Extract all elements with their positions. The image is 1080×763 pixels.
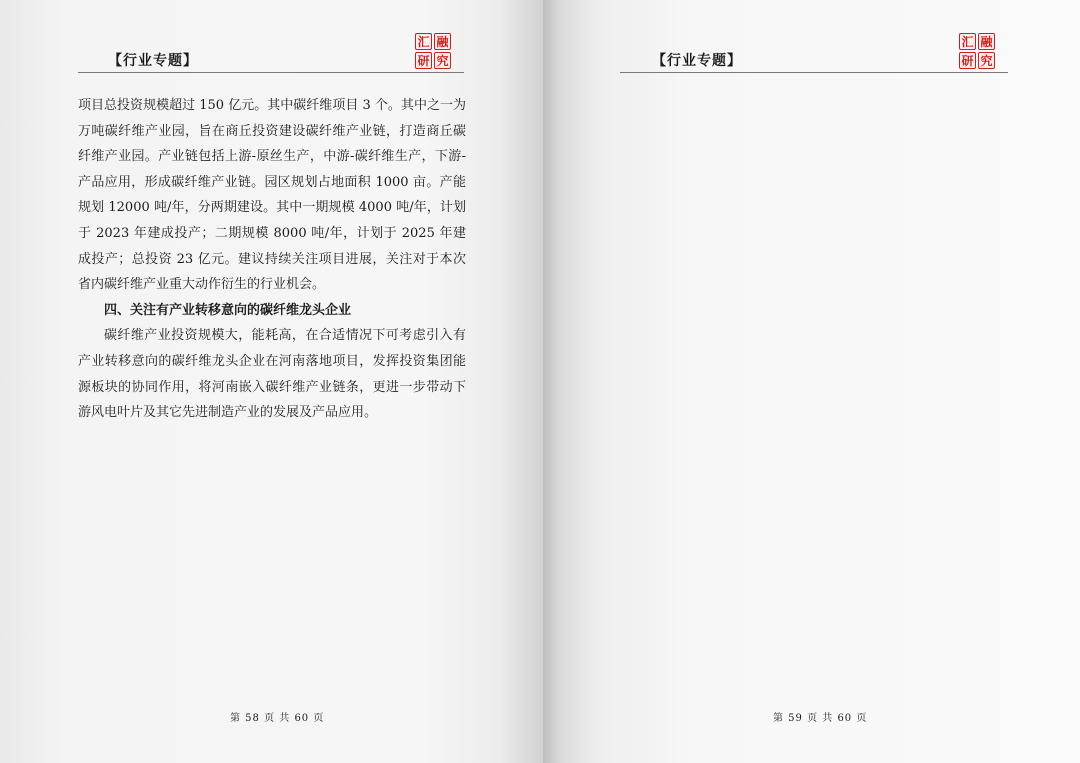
logo-char: 究 xyxy=(434,52,451,69)
right-page xyxy=(543,0,1080,763)
left-page-number: 第 58 页 共 60 页 xyxy=(230,713,325,724)
logo-char: 究 xyxy=(978,52,995,69)
logo-char: 研 xyxy=(415,52,432,69)
body-paragraph: 项目总投资规模超过 150 亿元。其中碳纤维项目 3 个。其中之一为万吨碳纤维产业园，旨在商丘投资建设碳纤维产业链，打造商丘碳纤维产业园。产业链包括上游-原丝生产，中游-碳纤维生产，下游-产品应用，形成碳纤维产业链。园区规划占地面积 1000 亩。产能规划 12000 吨/年，分两期建设。其中一期规模 4000 吨/年，计划于 2023 年建成投产；二期规模 8000 吨/年，计划于 2025 年建成投产；总投资 23 亿元。建议持续关注项目进展，关注对于本次省内碳纤维产业重大动作衍生的行业机会。 xyxy=(78,98,466,293)
section-paragraph: 碳纤维产业投资规模大，能耗高，在合适情况下可考虑引入有产业转移意向的碳纤维龙头企业在河南落地项目，发挥投资集团能源板块的协同作用，将河南嵌入碳纤维产业链条，更进一步带动下游风电叶片及其它先进制造产业的发展及产品应用。 xyxy=(78,328,466,421)
right-header-label: 【行业专题】 xyxy=(652,53,742,69)
logo-char: 融 xyxy=(434,33,451,50)
logo-char: 研 xyxy=(959,52,976,69)
left-logo-icon xyxy=(415,33,451,69)
left-body-text xyxy=(78,93,466,426)
right-header-rule xyxy=(620,72,1008,73)
left-header-label: 【行业专题】 xyxy=(108,53,198,69)
logo-char: 融 xyxy=(978,33,995,50)
right-page-number: 第 59 页 共 60 页 xyxy=(773,713,868,724)
left-header-rule xyxy=(78,72,464,73)
logo-char: 汇 xyxy=(959,33,976,50)
logo-char: 汇 xyxy=(415,33,432,50)
right-logo-icon xyxy=(959,33,995,69)
section-heading: 四、关注有产业转移意向的碳纤维龙头企业 xyxy=(104,302,352,318)
